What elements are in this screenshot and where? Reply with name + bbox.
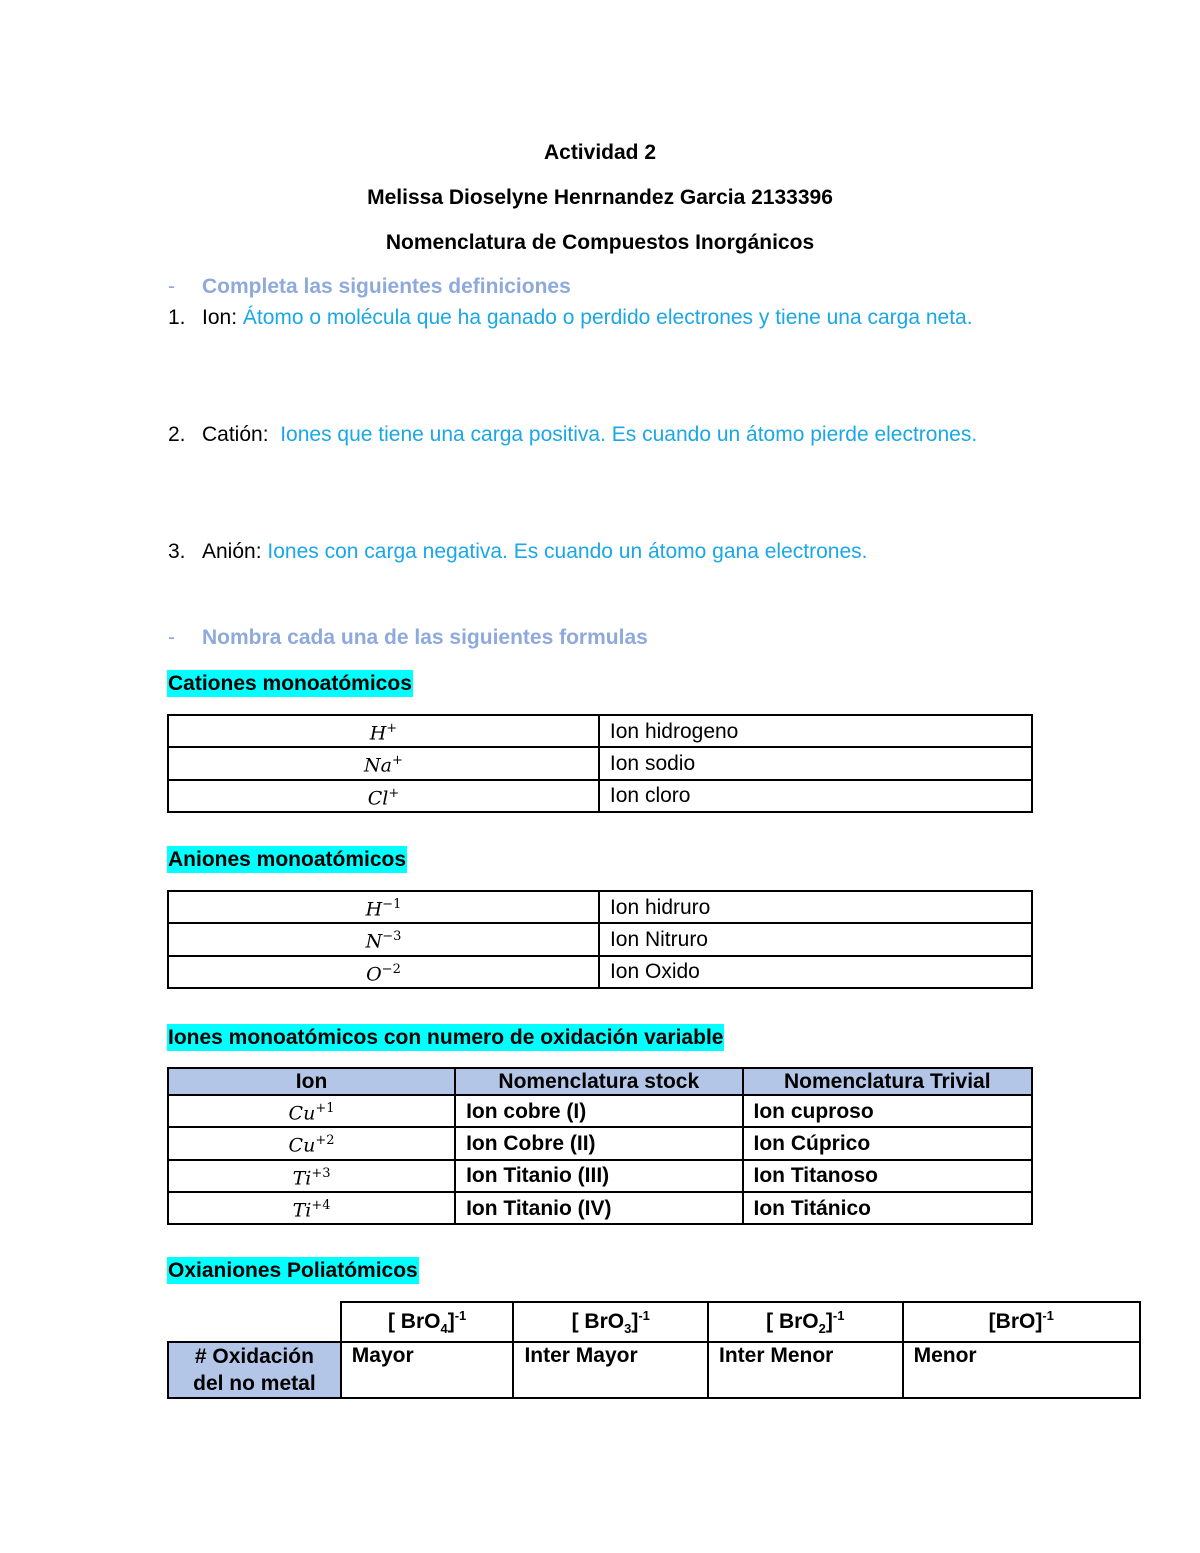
label-aniones: Aniones monoatómicos	[168, 848, 407, 871]
page-subtitle: Nomenclatura de Compuestos Inorgánicos	[385, 231, 815, 254]
trivial-cell: Ion cuproso	[743, 1095, 1032, 1127]
section-heading-formulas	[168, 626, 648, 650]
column-header: Nomenclatura stock	[455, 1068, 742, 1095]
table-row	[168, 956, 1032, 988]
list-number: 3.	[168, 540, 186, 563]
formula-cell: $H^{-1}$	[168, 891, 599, 923]
section-heading-definitions	[168, 275, 571, 299]
stock-cell: Ion Titanio (III)	[455, 1160, 742, 1192]
column-header: Nomenclatura Trivial	[743, 1068, 1032, 1095]
table-variables	[167, 1067, 1033, 1225]
trivial-cell: Ion Titánico	[743, 1192, 1032, 1224]
definition-ion	[168, 303, 1048, 332]
formula-cell: $Ti^{+3}$	[168, 1160, 455, 1192]
table-header-row	[168, 1068, 1032, 1095]
definition-anion	[168, 537, 1048, 566]
author-line: Melissa Dioselyne Henrnandez Garcia 2133396	[367, 186, 833, 209]
formula-cell: $Cu^{+1}$	[168, 1095, 455, 1127]
empty-corner-cell	[168, 1302, 341, 1342]
label-oxianiones: Oxianiones Poliatómicos	[168, 1259, 418, 1282]
table-row	[168, 1342, 1140, 1398]
value-cell: Inter Mayor	[513, 1342, 708, 1398]
formula-cell: $Cu^{+2}$	[168, 1127, 455, 1159]
table-header-row	[168, 1302, 1140, 1342]
list-number: 2.	[168, 423, 186, 446]
table-row	[168, 923, 1032, 955]
column-header: [BrO]$^{-1}$	[903, 1302, 1140, 1342]
value-cell: Inter Menor	[708, 1342, 903, 1398]
table-row	[168, 1095, 1032, 1127]
stock-cell: Ion cobre (I)	[455, 1095, 742, 1127]
row-header: # Oxidación del no metal	[168, 1342, 341, 1398]
stock-cell: Ion Titanio (IV)	[455, 1192, 742, 1224]
table-cationes	[167, 714, 1033, 813]
name-cell: Ion Nitruro	[599, 923, 1032, 955]
list-number: 1.	[168, 306, 186, 329]
term: Catión:	[202, 423, 269, 446]
table-row	[168, 1127, 1032, 1159]
formula-cell: Cl+	[168, 780, 599, 812]
formula-cell: $Ti^{+4}$	[168, 1192, 455, 1224]
dash-bullet: -	[168, 626, 175, 649]
formula-cell: Na+	[168, 747, 599, 779]
heading-text: Nombra cada una de las siguientes formulas	[202, 626, 648, 649]
term: Ion:	[202, 306, 238, 329]
formula-cell: $O^{-2}$	[168, 956, 599, 988]
term: Anión:	[202, 540, 262, 563]
table-row	[168, 891, 1032, 923]
label-cationes: Cationes monoatómicos	[168, 672, 412, 695]
table-oxianiones	[167, 1301, 1141, 1399]
answer: Iones que tiene una carga positiva. Es cuando un átomo pierde electrones.	[280, 423, 978, 446]
name-cell: Ion hidrogeno	[599, 715, 1032, 747]
trivial-cell: Ion Cúprico	[743, 1127, 1032, 1159]
definition-cation	[168, 420, 1048, 449]
name-cell: Ion hidruro	[599, 891, 1032, 923]
table-row	[168, 1192, 1032, 1224]
column-header: [ BrO$_4$]$^{-1}$	[341, 1302, 514, 1342]
answer: Iones con carga negativa. Es cuando un átomo gana electrones.	[267, 540, 868, 563]
column-header: Ion	[168, 1068, 455, 1095]
value-cell: Mayor	[341, 1342, 514, 1398]
value-cell: Menor	[903, 1342, 1140, 1398]
name-cell: Ion sodio	[599, 747, 1032, 779]
table-row	[168, 715, 1032, 747]
table-row	[168, 1160, 1032, 1192]
dash-bullet: -	[168, 275, 175, 298]
table-aniones	[167, 890, 1033, 989]
table-row	[168, 747, 1032, 779]
formula-cell: $N^{-3}$	[168, 923, 599, 955]
name-cell: Ion Oxido	[599, 956, 1032, 988]
table-row	[168, 780, 1032, 812]
label-variables: Iones monoatómicos con numero de oxidación variable	[168, 1026, 724, 1049]
page-title: Actividad 2	[543, 141, 657, 164]
column-header: [ BrO$_3$]$^{-1}$	[513, 1302, 708, 1342]
formula-cell: H+	[168, 715, 599, 747]
trivial-cell: Ion Titanoso	[743, 1160, 1032, 1192]
stock-cell: Ion Cobre (II)	[455, 1127, 742, 1159]
answer: Átomo o molécula que ha ganado o perdido electrones y tiene una carga neta.	[242, 306, 973, 329]
column-header: [ BrO$_2$]$^{-1}$	[708, 1302, 903, 1342]
heading-text: Completa las siguientes definiciones	[202, 275, 571, 298]
name-cell: Ion cloro	[599, 780, 1032, 812]
